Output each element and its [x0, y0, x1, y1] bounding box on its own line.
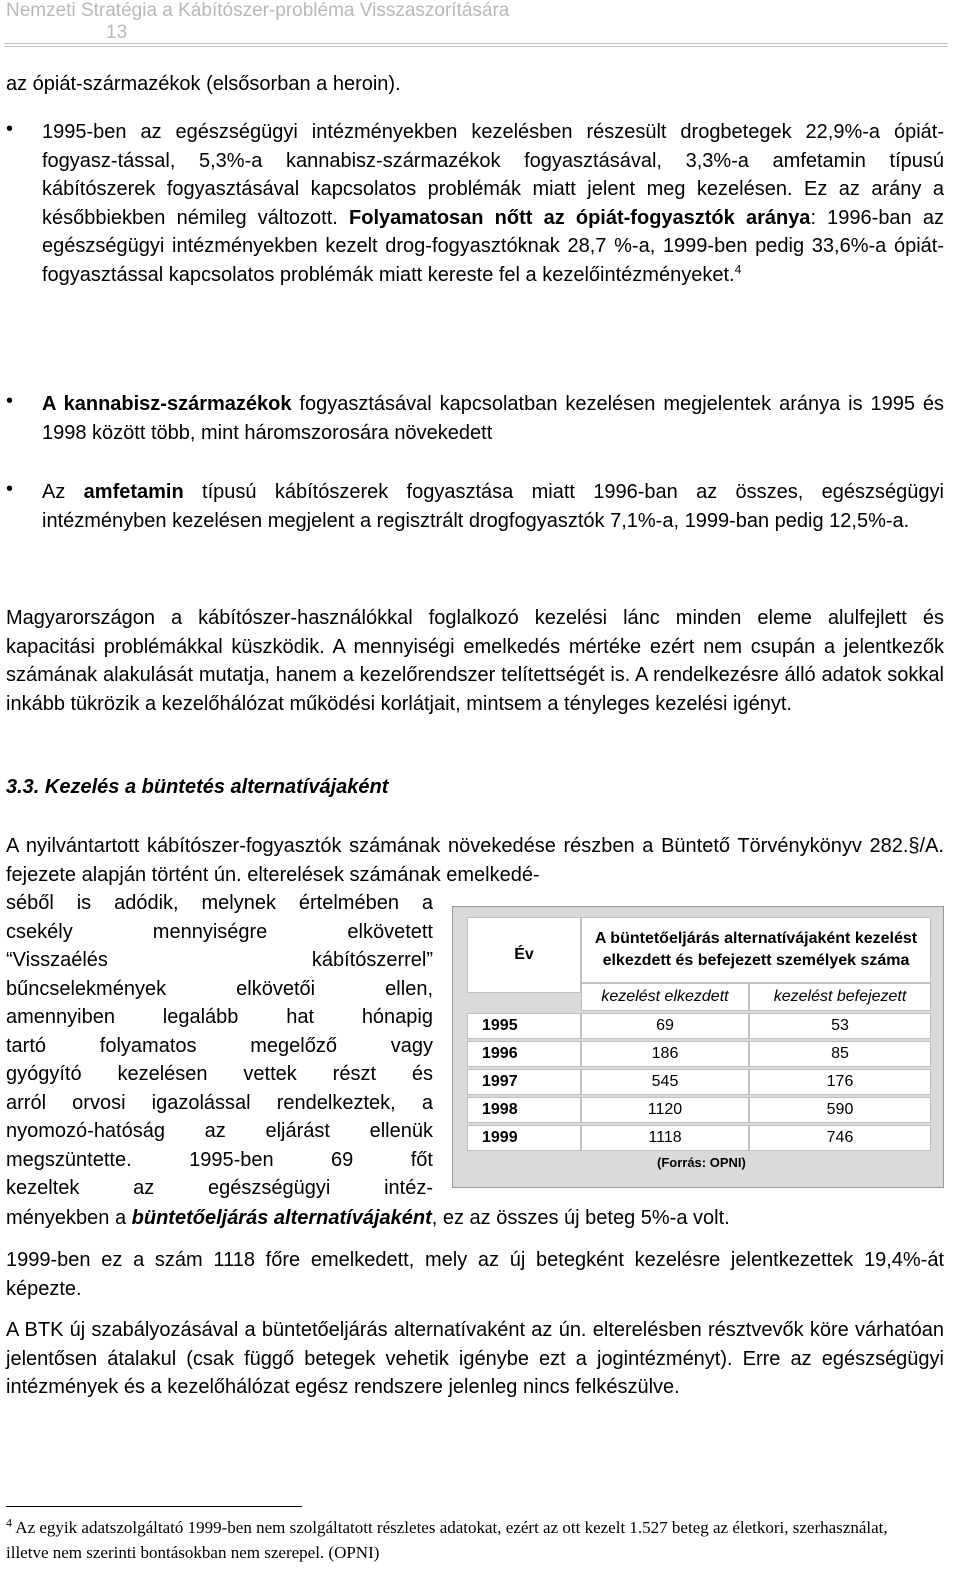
text-line: megszüntette. 1995-ben 69 főt: [6, 1148, 433, 1171]
page-number: 13: [106, 22, 128, 43]
text-line: kezeltek az egészségügyi intéz-: [6, 1177, 433, 1199]
table-cell-started: 1118: [581, 1125, 749, 1151]
table-cell-year: 1999: [467, 1125, 581, 1151]
bullet-paragraph-amphetamine: [42, 478, 944, 535]
table-header-group: A büntetőeljárás alternatívájaként kezelést elkezdett és befejezett személyek száma: [581, 917, 931, 983]
header-rule: [4, 46, 948, 47]
text-line: amennyiben legalább hat hónapig: [6, 1006, 433, 1028]
text-emphasis: büntetőeljárás alternatívájaként: [131, 1207, 432, 1229]
text-line: séből is adódik, melynek értelmében a: [6, 892, 433, 914]
bullet-emphasis: Folyamatosan nőtt az ópiát-fogyasztók aránya: [349, 206, 811, 229]
bullet-icon: •: [6, 478, 14, 500]
paragraph-1999: 1999-ben ez a szám 1118 főre emelkedett, mely az új betegként kezelésre jelentkezettek 19,4%-át képezte.: [6, 1249, 944, 1300]
text-line: “Visszaélés kábítószerrel”: [6, 949, 433, 971]
text-line: bűncselekmények elkövetői ellen,: [6, 977, 433, 1000]
table-header-started: kezelést elkezdett: [581, 983, 749, 1011]
intro-line: az ópiát-származékok (elsősorban a heroin).: [6, 73, 401, 95]
text-run: ményekben a: [6, 1207, 132, 1229]
bullet-text: 1995-ben az egészségügyi intézményekben kezelésben részesült drogbetegek 22,9%-a ópiát-fogyasz-tással, 5,3%-a kannabisz-származékok fogyasztásával, 3,3%-a amfetamin típusú kábítószerek fogyasztásával kapcsolatos problémák miatt jelent meg kezelésen. Ez az arány a későbbiekben némileg változott.: [42, 121, 944, 229]
table-header-finished: kezelést befejezett: [749, 983, 931, 1011]
table-cell-finished: 85: [749, 1041, 931, 1067]
text-run: , ez az összes új beteg 5%-a volt.: [431, 1207, 730, 1229]
text-line: gyógyító kezelésen vettek részt és: [6, 1063, 433, 1085]
footnote: [6, 1515, 906, 1565]
footnote-rule: [6, 1506, 302, 1507]
diversion-treatment-table: [452, 906, 944, 1188]
footnote-ref: 4: [734, 261, 742, 276]
section-heading: 3.3. Kezelés a büntetés alternatívájaként: [6, 776, 389, 798]
table-cell-finished: 590: [749, 1097, 931, 1123]
table-cell-started: 69: [581, 1013, 749, 1039]
text-line: arról orvosi igazolással rendelkeztek, a: [6, 1091, 433, 1114]
bullet-icon: •: [6, 390, 14, 412]
table-header-year: Év: [467, 917, 581, 993]
running-header-title: Nemzeti Stratégia a Kábítószer-probléma Visszaszorítására: [6, 0, 510, 21]
table-cell-started: 1120: [581, 1097, 749, 1123]
footnote-text: Az egyik adatszolgáltató 1999-ben nem szolgáltatott részletes adatokat, ezért az ott kezelt 1.527 beteg az életkori, szerhasználat, illetve nem szerinti bontásokban nem szerepel. (OPNI): [6, 1518, 888, 1562]
bullet-emphasis: A kannabisz-származékok: [42, 393, 292, 415]
table-cell-finished: 746: [749, 1125, 931, 1151]
bullet-icon: •: [6, 118, 14, 140]
text-line: csekély mennyiségre elkövetett: [6, 920, 433, 943]
bullet-text: : 1996-ban az egészségügyi intézményekben kezelt drog-fogyasztóknak 28,7 %-a, 1999-ben pedig 33,6%-a ópiát-fogyasztással kapcsolatos problémák miatt kereste fel a kezelőintézményeket.: [42, 206, 944, 286]
bullet-text: fogyasztásával kapcsolatban kezelésen megjelentek aránya is 1995 és 1998 között több, mint háromszorosára növekedett: [42, 393, 944, 444]
table-cell-started: 186: [581, 1041, 749, 1067]
bullet-text: típusú kábítószerek fogyasztása miatt 1996-ban az összes, egészségügyi intézményben kezelésen megjelent a regisztrált drogfogyasztók 7,1%-a, 1999-ban pedig 12,5%-a.: [42, 481, 944, 532]
footnote-number: 4: [6, 1515, 12, 1530]
header-rule: [4, 43, 948, 44]
bullet-text: Az: [42, 481, 84, 503]
paragraph-treatment-chain: Magyarországon a kábítószer-használókkal foglalkozó kezelési lánc minden eleme alulfejlett és kapacitási problémákkal küszködik. A mennyiségi emelkedés mértéke ezért nem csupán a jelentkezők számának alakulását mutatja, hanem a kezelőrendszer telítettségét is. A rendelkezésre álló adatok sokkal inkább tükrözik a kezelőhálózat működési korlátjait, mintsem a tényleges kezelési igényt.: [6, 607, 944, 715]
section-paragraph-intro: A nyilvántartott kábítószer-fogyasztók számának növekedése részben a Büntető Törvénykönyv 282.§/A. fejezete alapján történt ún. elterelések számának emelkedé-: [6, 835, 944, 886]
table-cell-finished: 53: [749, 1013, 931, 1039]
table-cell-year: 1995: [467, 1013, 581, 1039]
section-paragraph-wrapped: [6, 889, 433, 1203]
table-source: (Forrás: OPNI): [657, 1155, 746, 1170]
table-cell-started: 545: [581, 1069, 749, 1095]
bullet-paragraph-opiate: [42, 118, 944, 289]
text-line: nyomozó-hatóság az eljárást ellenük: [6, 1120, 433, 1142]
table-cell-year: 1996: [467, 1041, 581, 1067]
table-cell-year: 1998: [467, 1097, 581, 1123]
table-cell-finished: 176: [749, 1069, 931, 1095]
bullet-emphasis: amfetamin: [83, 481, 184, 503]
text-line: tartó folyamatos megelőző vagy: [6, 1034, 433, 1057]
section-paragraph-end: [6, 1204, 944, 1233]
table-cell-year: 1997: [467, 1069, 581, 1095]
bullet-paragraph-cannabis: [42, 390, 944, 447]
paragraph-btk: A BTK új szabályozásával a büntetőeljárás alternatívaként az ún. elterelésben résztvevők köre várhatóan jelentősen átalakul (csak függő betegek vehetik igénybe ezt a jogintézményt). Erre az egészségügyi intézmények és a kezelőhálózat egész rendszere jelenleg nincs felkészülve.: [6, 1319, 944, 1398]
